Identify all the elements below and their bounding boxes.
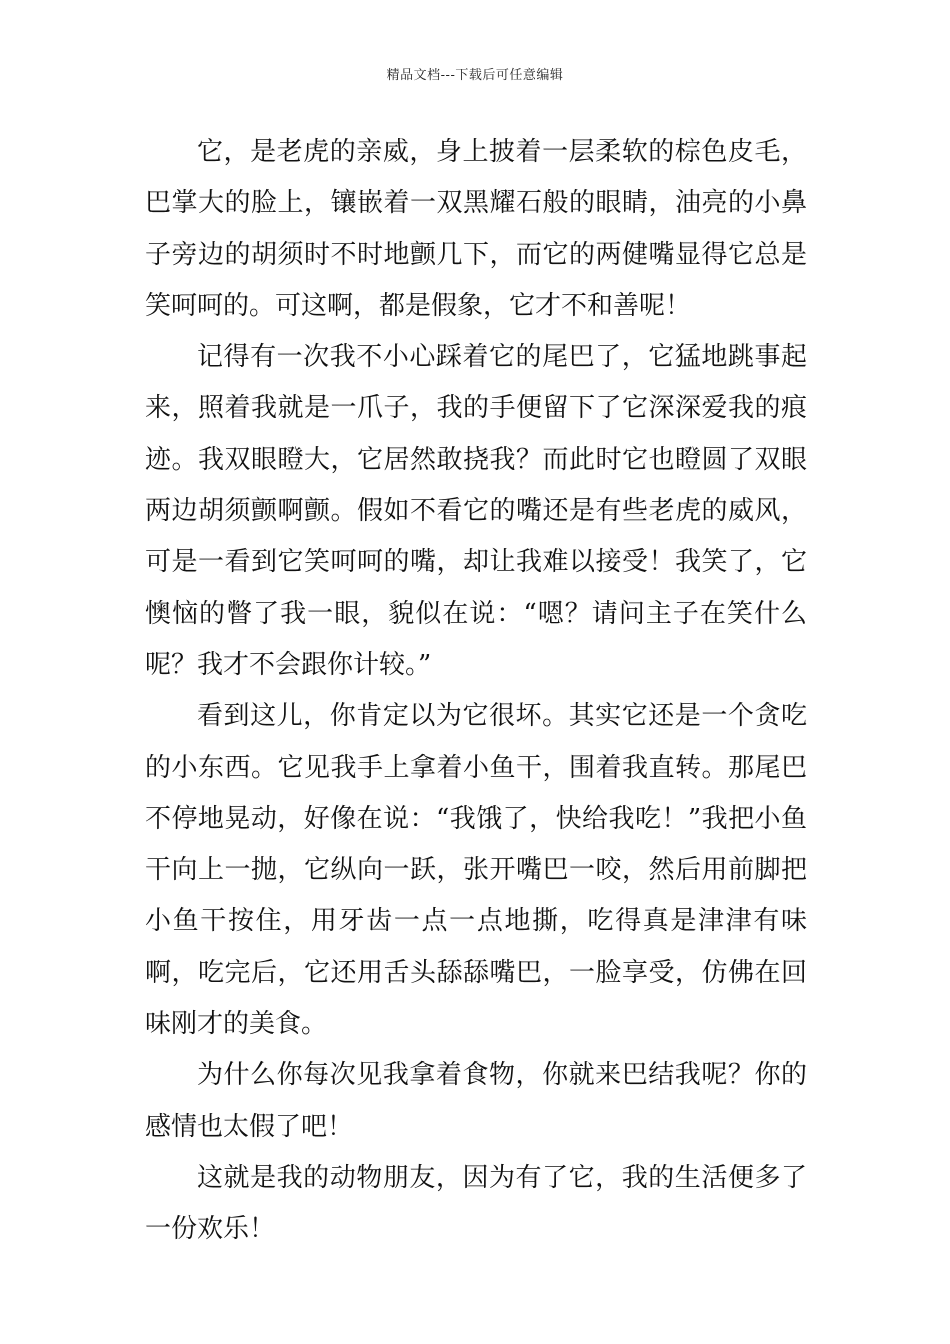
article-body xyxy=(145,127,807,1256)
page-header: 精品文档---下载后可任意编辑 xyxy=(386,68,564,83)
paragraph-5: 这就是我的动物朋友，因为有了它，我的生活便多了一份欢乐！ xyxy=(145,1162,807,1245)
paragraph-1: 它，是老虎的亲威，身上披着一层柔软的棕色皮毛，巴掌大的脸上，镶嵌着一双黑耀石般的眼睛，油亮的小鼻子旁边的胡须时不时地颤几下，而它的两健嘴显得它总是笑呵呵的。可这啊，都是假象，它才不和善呢！ xyxy=(145,137,807,321)
paragraph-4: 为什么你每次见我拿着食物，你就来巴结我呢？你的感情也太假了吧！ xyxy=(145,1060,807,1142)
paragraph-2: 记得有一次我不小心踩着它的尾巴了，它猛地跳事起来，照着我就是一爪子，我的手便留下了它深深爱我的痕迹。我双眼瞪大，它居然敢挠我？而此时它也瞪圆了双眼两边胡须颤啊颤。假如不看它的嘴还是有些老虎的威风，可是一看到它笑呵呵的嘴，却让我难以接受！我笑了，它懊恼的瞥了我一眼，貌似在说：“嗯？请问主子在笑什么呢？我才不会跟你计较。” xyxy=(145,342,807,680)
paragraph-3: 看到这儿，你肯定以为它很坏。其实它还是一个贪吃的小东西。它见我手上拿着小鱼干，围着我直转。那尾巴不停地晃动，好像在说：“我饿了，快给我吃！”我把小鱼干向上一抛，它纵向一跃，张开嘴巴一咬，然后用前脚把小鱼干按住，用牙齿一点一点地撕，吃得真是津津有味啊，吃完后，它还用舌头舔舔嘴巴，一脸享受，仿佛在回味刚才的美食。 xyxy=(145,701,807,1040)
